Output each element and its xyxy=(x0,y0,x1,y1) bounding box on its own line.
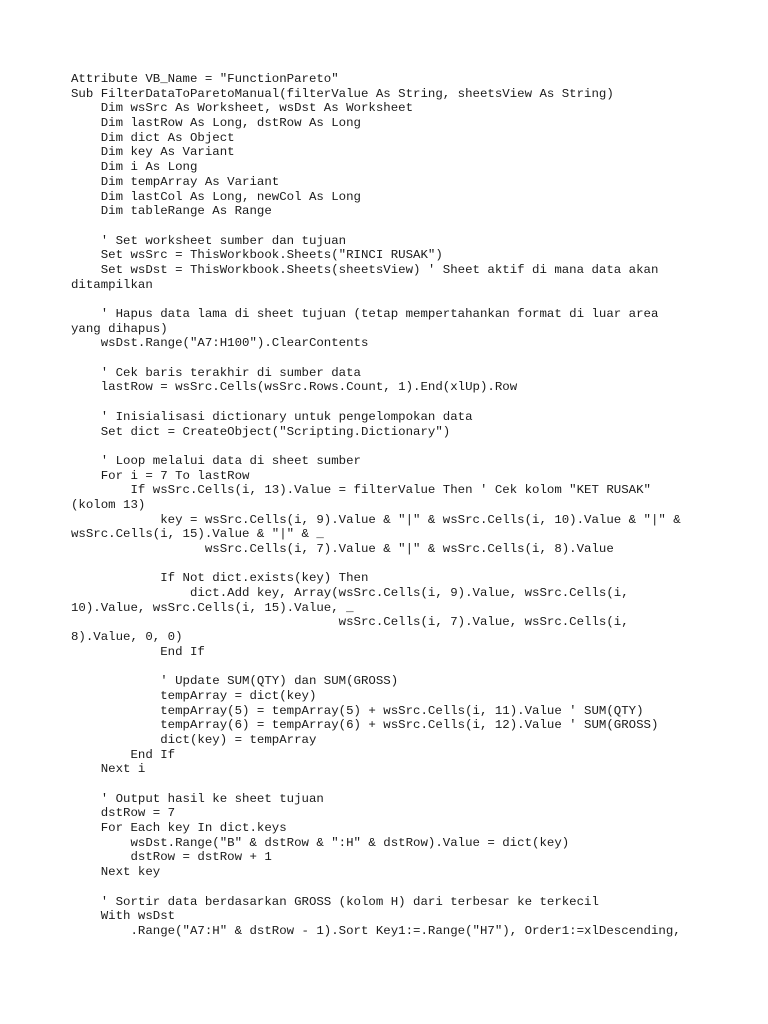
code-line: tempArray(5) = tempArray(5) + wsSrc.Cells(i, 11).Value ' SUM(QTY) xyxy=(71,703,644,718)
code-listing xyxy=(71,72,711,939)
code-line: wsSrc.Cells(i, 7).Value, wsSrc.Cells(i, xyxy=(71,615,629,630)
code-line: If Not dict.exists(key) Then xyxy=(71,571,369,586)
code-line: Next i xyxy=(71,762,146,777)
code-line: If wsSrc.Cells(i, 13).Value = filterValue Then ' Cek kolom "KET RUSAK" xyxy=(71,483,651,498)
code-line: key = wsSrc.Cells(i, 9).Value & "|" & wsSrc.Cells(i, 10).Value & "|" & xyxy=(71,512,681,527)
code-line xyxy=(71,880,711,895)
code-line: Set wsDst = ThisWorkbook.Sheets(sheetsView) ' Sheet aktif di mana data akan xyxy=(71,262,659,277)
code-line: tempArray = dict(key) xyxy=(71,688,317,703)
code-line: Dim lastRow As Long, dstRow As Long xyxy=(71,116,361,131)
code-line: Set dict = CreateObject("Scripting.Dictionary") xyxy=(71,424,451,439)
code-line: dstRow = 7 xyxy=(71,806,176,821)
code-line: (kolom 13) xyxy=(71,497,146,512)
code-line: ' Sortir data berdasarkan GROSS (kolom H) dari terbesar ke terkecil xyxy=(71,894,599,909)
code-line: yang dihapus) xyxy=(71,321,168,336)
code-line: For Each key In dict.keys xyxy=(71,821,287,836)
code-line xyxy=(71,395,711,410)
code-line: ' Inisialisasi dictionary untuk pengelompokan data xyxy=(71,409,473,424)
code-line: Dim key As Variant xyxy=(71,145,235,160)
code-line: End If xyxy=(71,747,176,762)
code-line: ditampilkan xyxy=(71,277,153,292)
code-line: 10).Value, wsSrc.Cells(i, 15).Value, _ xyxy=(71,600,354,615)
code-line: Set wsSrc = ThisWorkbook.Sheets("RINCI RUSAK") xyxy=(71,248,443,263)
code-line: dict(key) = tempArray xyxy=(71,732,317,747)
code-line: lastRow = wsSrc.Cells(wsSrc.Rows.Count, 1).End(xlUp).Row xyxy=(71,380,518,395)
code-line xyxy=(71,351,711,366)
code-line xyxy=(71,219,711,234)
code-line: Dim dict As Object xyxy=(71,130,235,145)
code-line: ' Update SUM(QTY) dan SUM(GROSS) xyxy=(71,674,399,689)
code-line: Dim tempArray As Variant xyxy=(71,174,280,189)
code-line: tempArray(6) = tempArray(6) + wsSrc.Cells(i, 12).Value ' SUM(GROSS) xyxy=(71,718,659,733)
code-line: Sub FilterDataToParetoManual(filterValue As String, sheetsView As String) xyxy=(71,86,614,101)
code-line: End If xyxy=(71,644,205,659)
code-line: wsDst.Range("B" & dstRow & ":H" & dstRow).Value = dict(key) xyxy=(71,835,570,850)
code-line: wsSrc.Cells(i, 7).Value & "|" & wsSrc.Cells(i, 8).Value xyxy=(71,542,614,556)
code-line: Dim i As Long xyxy=(71,160,198,175)
code-line: Dim wsSrc As Worksheet, wsDst As Worksheet xyxy=(71,101,414,116)
code-line: Attribute VB_Name = "FunctionPareto" xyxy=(71,72,339,86)
code-line xyxy=(71,439,711,454)
code-line xyxy=(71,660,711,675)
code-line: With wsDst xyxy=(71,909,176,924)
code-line: ' Output hasil ke sheet tujuan xyxy=(71,791,324,806)
code-line xyxy=(71,292,711,307)
code-line: wsDst.Range("A7:H100").ClearContents xyxy=(71,336,369,351)
code-line: ' Cek baris terakhir di sumber data xyxy=(71,365,361,380)
code-line: dict.Add key, Array(wsSrc.Cells(i, 9).Value, wsSrc.Cells(i, xyxy=(71,586,629,601)
code-line xyxy=(71,557,711,572)
code-line: For i = 7 To lastRow xyxy=(71,468,250,483)
code-line: .Range("A7:H" & dstRow - 1).Sort Key1:=.Range("H7"), Order1:=xlDescending, xyxy=(71,923,681,938)
code-line xyxy=(71,777,711,792)
code-line: ' Set worksheet sumber dan tujuan xyxy=(71,233,347,248)
code-line: dstRow = dstRow + 1 xyxy=(71,850,272,865)
code-line: wsSrc.Cells(i, 15).Value & "|" & _ xyxy=(71,527,324,542)
code-line: Dim tableRange As Range xyxy=(71,204,272,219)
code-line: ' Hapus data lama di sheet tujuan (tetap mempertahankan format di luar area xyxy=(71,307,659,321)
code-line: 8).Value, 0, 0) xyxy=(71,630,183,645)
code-line: Dim lastCol As Long, newCol As Long xyxy=(71,189,361,204)
code-line: Next key xyxy=(71,865,161,880)
code-line: ' Loop melalui data di sheet sumber xyxy=(71,453,361,468)
